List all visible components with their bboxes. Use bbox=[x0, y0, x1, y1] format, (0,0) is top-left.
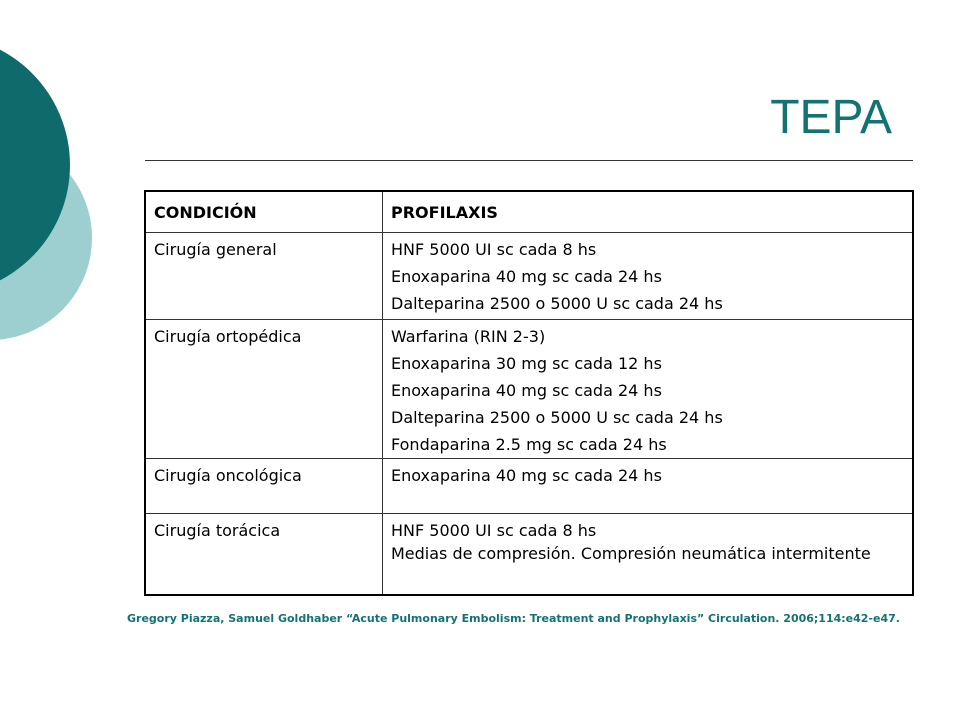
condition-cell bbox=[145, 320, 383, 459]
table-header-row bbox=[145, 191, 913, 233]
condition-cell bbox=[145, 514, 383, 596]
slide-title: TEPA bbox=[770, 91, 892, 144]
citation: Gregory Piazza, Samuel Goldhaber “Acute Pulmonary Embolism: Treatment and Prophylaxis” Circulation. 2006;114:e42-e47. bbox=[127, 612, 900, 625]
header-condition: CONDICIÓN bbox=[145, 191, 383, 233]
prophylaxis-line: Medias de compresión. Compresión neumática intermitente bbox=[391, 544, 871, 563]
prophylaxis-line: Dalteparina 2500 o 5000 U sc cada 24 hs bbox=[391, 294, 723, 313]
table-row-cirugia-toracica bbox=[145, 514, 913, 596]
condition-cell bbox=[145, 233, 383, 320]
decorative-circles bbox=[0, 0, 120, 400]
prophylaxis-line: Warfarina (RIN 2-3) bbox=[391, 327, 546, 346]
prophylaxis-line: Dalteparina 2500 o 5000 U sc cada 24 hs bbox=[391, 408, 723, 427]
condition-text: Cirugía ortopédica bbox=[154, 327, 302, 346]
prophylaxis-line: Fondaparina 2.5 mg sc cada 24 hs bbox=[391, 435, 667, 454]
title-divider bbox=[145, 160, 913, 161]
condition-text: Cirugía torácica bbox=[154, 521, 281, 540]
table-row-cirugia-oncologica bbox=[145, 459, 913, 514]
prophylaxis-cell bbox=[383, 459, 914, 514]
prophylaxis-cell bbox=[383, 320, 914, 459]
table-row-cirugia-general bbox=[145, 233, 913, 320]
prophylaxis-cell bbox=[383, 514, 914, 596]
prophylaxis-cell bbox=[383, 233, 914, 320]
prophylaxis-line: Enoxaparina 40 mg sc cada 24 hs bbox=[391, 267, 662, 286]
prophylaxis-table bbox=[144, 190, 914, 596]
condition-text: Cirugía oncológica bbox=[154, 466, 302, 485]
condition-cell bbox=[145, 459, 383, 514]
prophylaxis-line: HNF 5000 UI sc cada 8 hs bbox=[391, 521, 597, 540]
table-row-cirugia-ortopedica bbox=[145, 320, 913, 459]
prophylaxis-line: Enoxaparina 40 mg sc cada 24 hs bbox=[391, 466, 662, 485]
prophylaxis-line: Enoxaparina 30 mg sc cada 12 hs bbox=[391, 354, 662, 373]
header-prophylaxis: PROFILAXIS bbox=[383, 191, 914, 233]
condition-text: Cirugía general bbox=[154, 240, 277, 259]
prophylaxis-line: HNF 5000 UI sc cada 8 hs bbox=[391, 240, 597, 259]
prophylaxis-line: Enoxaparina 40 mg sc cada 24 hs bbox=[391, 381, 662, 400]
